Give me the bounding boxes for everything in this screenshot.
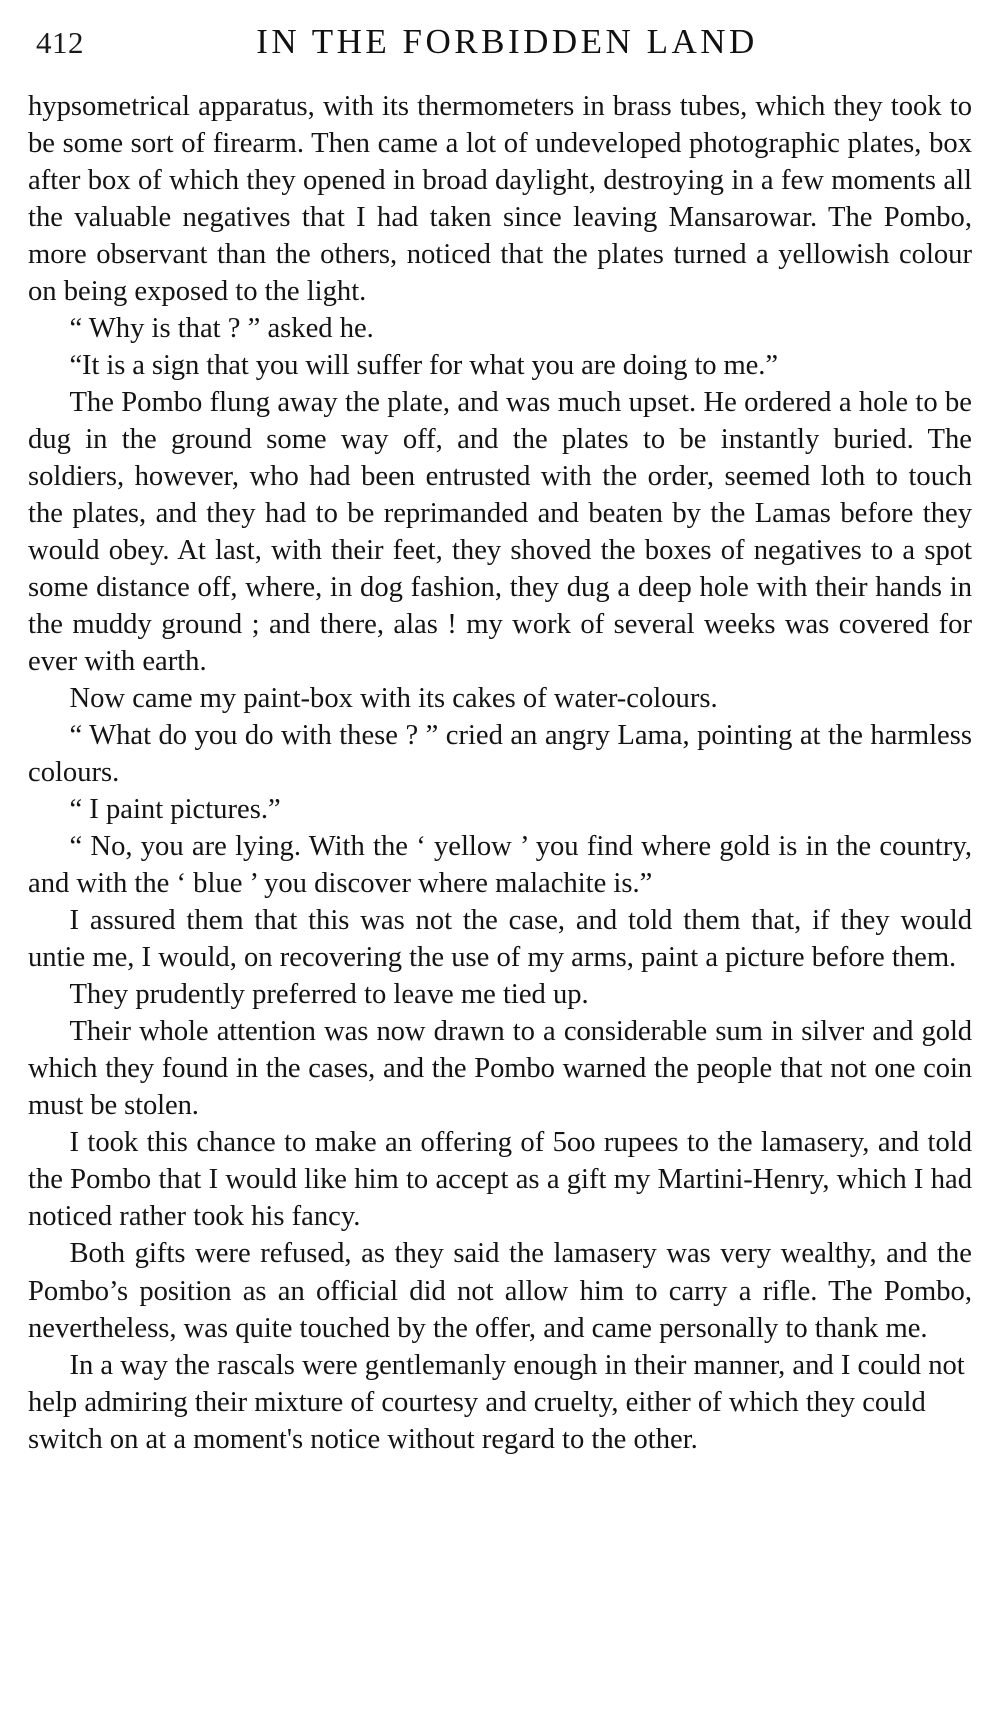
paragraph: Both gifts were refused, as they said the lamasery was very wealthy, and the Pombo’s position as an official did not allow him to carry a rifle. The Pombo, nevertheless, was quite touched by the offer, and came personally to thank me. <box>28 1238 972 1344</box>
page-number: 412 <box>36 25 84 60</box>
paragraph: “ What do you do with these ? ” cried an angry Lama, pointing at the harmless colours. <box>28 720 972 789</box>
paragraph: “ I paint pictures.” <box>69 794 281 826</box>
paragraph: Now came my paint-box with its cakes of water-colours. <box>69 683 718 715</box>
page-body <box>28 88 972 1458</box>
paragraph: They prudently preferred to leave me tied up. <box>69 979 589 1011</box>
paragraph: In a way the rascals were gentlemanly enough in their manner, and I could not help admiring their mixture of courtesy and cruelty, either of which they could switch on at a moment's notice without regard to the other. <box>28 1349 965 1455</box>
page-header <box>28 22 972 62</box>
paragraph: I took this chance to make an offering of 5oo rupees to the lamasery, and told the Pombo that I would like him to accept as a gift my Martini-Henry, which I had noticed rather took his fancy. <box>28 1127 972 1233</box>
running-head: IN THE FORBIDDEN LAND <box>256 22 758 61</box>
paragraph: I assured them that this was not the case, and told them that, if they would untie me, I would, on recovering the use of my arms, paint a picture before them. <box>28 905 972 974</box>
paragraph: The Pombo flung away the plate, and was much upset. He ordered a hole to be dug in the ground some way off, and the plates to be instantly buried. The soldiers, however, who had been entrusted with the order, seemed loth to touch the plates, and they had to be reprimanded and beaten by the Lamas before they would obey. At last, with their feet, they shoved the boxes of negatives to a spot some distance off, where, in dog fashion, they dug a deep hole with their hands in the muddy ground ; and there, alas ! my work of several weeks was covered for ever with earth. <box>28 387 972 678</box>
paragraph: “ Why is that ? ” asked he. <box>69 313 374 345</box>
paragraph: “It is a sign that you will suffer for what you are doing to me.” <box>69 350 778 382</box>
paragraph: hypsometrical apparatus, with its thermometers in brass tubes, which they took to be some sort of firearm. Then came a lot of undeveloped photographic plates, box after box of which they opened in broad daylight, destroying in a few moments all the valuable negatives that I had taken since leaving Mansarowar. The Pombo, more observant than the others, noticed that the plates turned a yellowish colour on being exposed to the light. <box>28 91 972 308</box>
paragraph: Their whole attention was now drawn to a considerable sum in silver and gold which they found in the cases, and the Pombo warned the people that not one coin must be stolen. <box>28 1016 972 1122</box>
paragraph: “ No, you are lying. With the ‘ yellow ’ you find where gold is in the country, and with the ‘ blue ’ you discover where malachite is.” <box>28 831 972 900</box>
